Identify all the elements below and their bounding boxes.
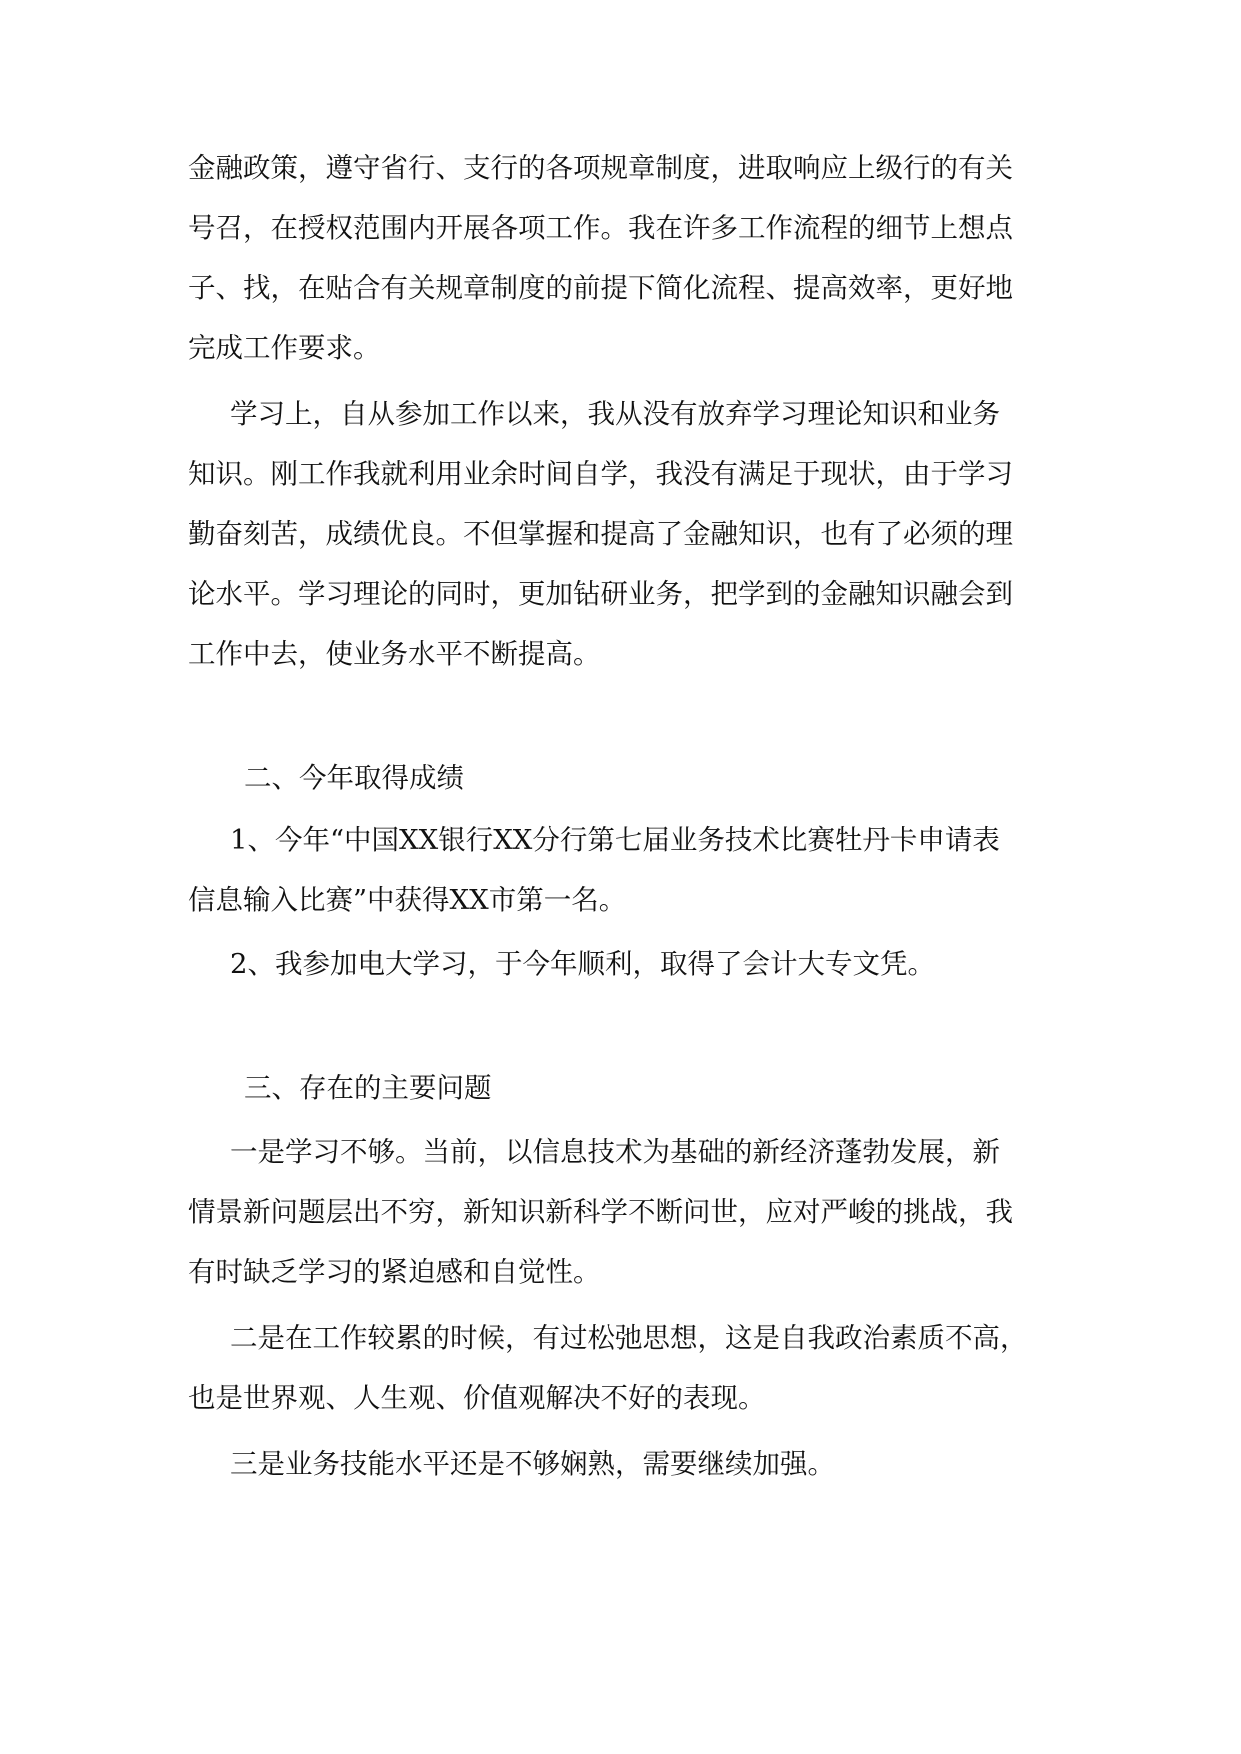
body-line: 二是在工作较累的时候，有过松弛思想，这是自我政治素质不高， xyxy=(230,1322,1028,1354)
body-line: 也是世界观、人生观、价值观解决不好的表现。 xyxy=(188,1382,766,1414)
body-line: 有时缺乏学习的紧迫感和自觉性。 xyxy=(188,1256,601,1288)
section-heading: 三、存在的主要问题 xyxy=(244,1072,492,1104)
body-line: 号召，在授权范围内开展各项工作。我在许多工作流程的细节上想点 xyxy=(188,212,1013,244)
body-line: 金融政策，遵守省行、支行的各项规章制度，进取响应上级行的有关 xyxy=(188,152,1013,184)
body-line: 一是学习不够。当前，以信息技术为基础的新经济蓬勃发展，新 xyxy=(230,1136,1000,1168)
body-line: 知识。刚工作我就利用业余时间自学，我没有满足于现状，由于学习 xyxy=(188,458,1013,490)
body-line: 完成工作要求。 xyxy=(188,332,381,364)
body-line: 勤奋刻苦，成绩优良。不但掌握和提高了金融知识，也有了必须的理 xyxy=(188,518,1013,550)
body-line: 学习上，自从参加工作以来，我从没有放弃学习理论知识和业务 xyxy=(230,398,1000,430)
body-line: 子、找，在贴合有关规章制度的前提下简化流程、提高效率，更好地 xyxy=(188,272,1013,304)
body-line: 情景新问题层出不穷，新知识新科学不断问世，应对严峻的挑战，我 xyxy=(188,1196,1013,1228)
body-line: 工作中去，使业务水平不断提高。 xyxy=(188,638,601,670)
body-line: 1、今年“中国XX银行XX分行第七届业务技术比赛牡丹卡申请表 xyxy=(230,824,1000,856)
body-line: 三是业务技能水平还是不够娴熟，需要继续加强。 xyxy=(230,1448,835,1480)
body-line: 信息输入比赛”中获得XX市第一名。 xyxy=(188,884,627,916)
section-heading: 二、今年取得成绩 xyxy=(244,762,464,794)
body-line: 论水平。学习理论的同时，更加钻研业务，把学到的金融知识融会到 xyxy=(188,578,1013,610)
body-line: 2、我参加电大学习，于今年顺利，取得了会计大专文凭。 xyxy=(230,948,935,980)
